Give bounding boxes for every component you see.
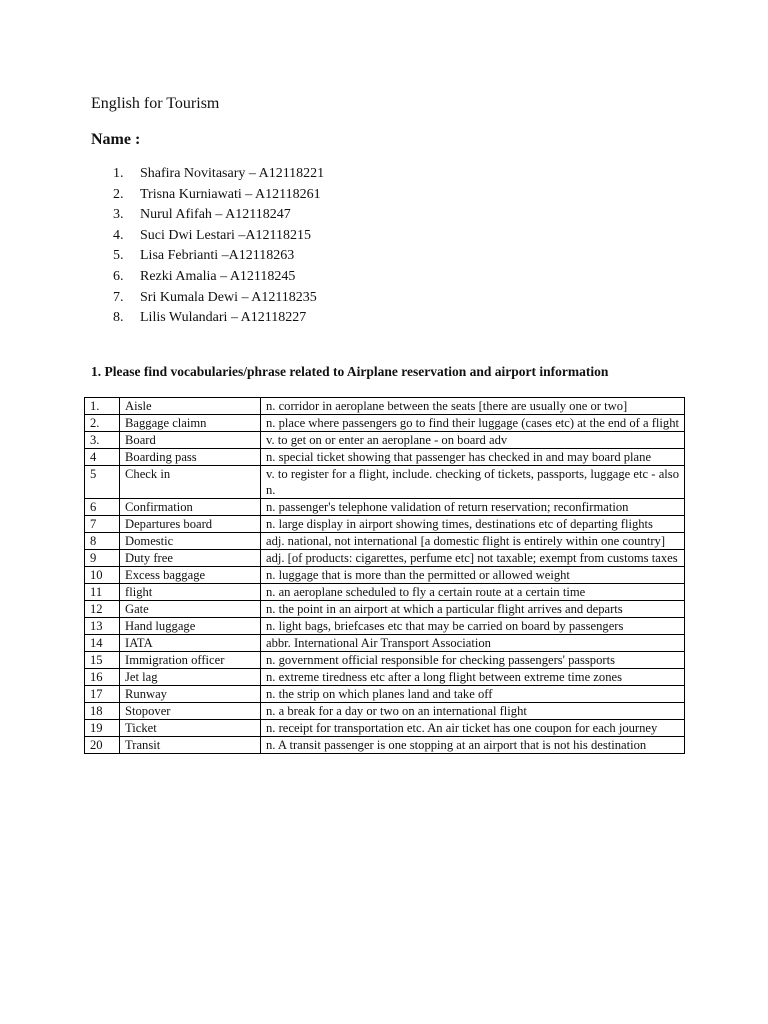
- table-row: [85, 567, 685, 584]
- definition-cell: n. an aeroplane scheduled to fly a certain route at a certain time: [261, 584, 685, 601]
- member-name: Rezki Amalia – A12118245: [140, 268, 296, 284]
- row-number-cell: 11: [85, 584, 120, 601]
- definition-cell: adj. national, not international [a domestic flight is entirely within one country]: [261, 533, 685, 550]
- row-number-cell: 15: [85, 652, 120, 669]
- member-item: [113, 288, 324, 309]
- member-list: [113, 164, 324, 329]
- definition-cell: v. to register for a flight, include. checking of tickets, passports, luggage etc - also n.: [261, 466, 685, 499]
- member-item: [113, 205, 324, 226]
- definition-cell: n. the strip on which planes land and take off: [261, 686, 685, 703]
- table-row: [85, 432, 685, 449]
- row-number-cell: 5: [85, 466, 120, 499]
- document-title: English for Tourism: [91, 95, 220, 112]
- member-number: 2.: [113, 186, 124, 202]
- term-cell: Aisle: [120, 398, 261, 415]
- row-number-cell: 4: [85, 449, 120, 466]
- table-row: [85, 635, 685, 652]
- definition-cell: n. government official responsible for checking passengers' passports: [261, 652, 685, 669]
- definition-cell: v. to get on or enter an aeroplane - on board adv: [261, 432, 685, 449]
- row-number-cell: 17: [85, 686, 120, 703]
- member-item: [113, 267, 324, 288]
- term-cell: Runway: [120, 686, 261, 703]
- definition-cell: n. corridor in aeroplane between the seats [there are usually one or two]: [261, 398, 685, 415]
- definition-cell: n. large display in airport showing times, destinations etc of departing flights: [261, 516, 685, 533]
- member-name: Suci Dwi Lestari –A12118215: [140, 227, 311, 243]
- member-item: [113, 164, 324, 185]
- term-cell: Duty free: [120, 550, 261, 567]
- row-number-cell: 13: [85, 618, 120, 635]
- definition-cell: n. A transit passenger is one stopping at an airport that is not his destination: [261, 737, 685, 754]
- table-row: [85, 601, 685, 618]
- definition-cell: n. a break for a day or two on an international flight: [261, 703, 685, 720]
- term-cell: flight: [120, 584, 261, 601]
- term-cell: Departures board: [120, 516, 261, 533]
- row-number-cell: 16: [85, 669, 120, 686]
- member-number: 6.: [113, 268, 124, 284]
- row-number-cell: 9: [85, 550, 120, 567]
- row-number-cell: 1.: [85, 398, 120, 415]
- table-row: [85, 550, 685, 567]
- row-number-cell: 18: [85, 703, 120, 720]
- member-name: Lisa Febrianti –A12118263: [140, 248, 295, 264]
- term-cell: IATA: [120, 635, 261, 652]
- row-number-cell: 14: [85, 635, 120, 652]
- definition-cell: n. extreme tiredness etc after a long flight between extreme time zones: [261, 669, 685, 686]
- vocabulary-table: [84, 397, 685, 754]
- table-row: [85, 720, 685, 737]
- definition-cell: n. passenger's telephone validation of return reservation; reconfirmation: [261, 499, 685, 516]
- member-name: Shafira Novitasary – A12118221: [140, 166, 325, 181]
- term-cell: Jet lag: [120, 669, 261, 686]
- member-number: 1.: [113, 166, 124, 181]
- term-cell: Hand luggage: [120, 618, 261, 635]
- member-number: 3.: [113, 207, 124, 223]
- table-row: [85, 618, 685, 635]
- table-row: [85, 415, 685, 432]
- definition-cell: n. the point in an airport at which a particular flight arrives and departs: [261, 601, 685, 618]
- definition-cell: n. place where passengers go to find their luggage (cases etc) at the end of a flight: [261, 415, 685, 432]
- member-number: 8.: [113, 310, 124, 326]
- member-name: Nurul Afifah – A12118247: [140, 207, 291, 223]
- row-number-cell: 2.: [85, 415, 120, 432]
- term-cell: Confirmation: [120, 499, 261, 516]
- term-cell: Stopover: [120, 703, 261, 720]
- member-name: Trisna Kurniawati – A12118261: [140, 186, 321, 202]
- table-row: [85, 398, 685, 415]
- row-number-cell: 6: [85, 499, 120, 516]
- term-cell: Domestic: [120, 533, 261, 550]
- member-name: Lilis Wulandari – A12118227: [140, 310, 307, 326]
- table-row: [85, 499, 685, 516]
- row-number-cell: 10: [85, 567, 120, 584]
- term-cell: Board: [120, 432, 261, 449]
- table-row: [85, 533, 685, 550]
- name-label: Name :: [91, 131, 141, 148]
- row-number-cell: 7: [85, 516, 120, 533]
- row-number-cell: 19: [85, 720, 120, 737]
- member-item: [113, 308, 324, 329]
- definition-cell: n. receipt for transportation etc. An air ticket has one coupon for each journey: [261, 720, 685, 737]
- table-row: [85, 449, 685, 466]
- member-item: [113, 185, 324, 206]
- definition-cell: n. light bags, briefcases etc that may be carried on board by passengers: [261, 618, 685, 635]
- table-row: [85, 669, 685, 686]
- table-row: [85, 652, 685, 669]
- term-cell: Excess baggage: [120, 567, 261, 584]
- term-cell: Transit: [120, 737, 261, 754]
- row-number-cell: 20: [85, 737, 120, 754]
- table-row: [85, 686, 685, 703]
- vocabulary-table-body: [85, 398, 685, 754]
- table-row: [85, 516, 685, 533]
- member-name: Sri Kumala Dewi – A12118235: [140, 289, 317, 305]
- term-cell: Immigration officer: [120, 652, 261, 669]
- member-item: [113, 246, 324, 267]
- definition-cell: n. luggage that is more than the permitted or allowed weight: [261, 567, 685, 584]
- row-number-cell: 8: [85, 533, 120, 550]
- definition-cell: abbr. International Air Transport Association: [261, 635, 685, 652]
- member-number: 7.: [113, 289, 124, 305]
- question-heading: 1. Please find vocabularies/phrase related to Airplane reservation and airport information: [91, 364, 609, 379]
- term-cell: Gate: [120, 601, 261, 618]
- member-number: 5.: [113, 248, 124, 264]
- term-cell: Boarding pass: [120, 449, 261, 466]
- table-row: [85, 737, 685, 754]
- member-item: [113, 226, 324, 247]
- table-row: [85, 584, 685, 601]
- definition-cell: n. special ticket showing that passenger has checked in and may board plane: [261, 449, 685, 466]
- table-row: [85, 466, 685, 499]
- member-number: 4.: [113, 227, 124, 243]
- table-row: [85, 703, 685, 720]
- row-number-cell: 12: [85, 601, 120, 618]
- term-cell: Baggage claimn: [120, 415, 261, 432]
- term-cell: Ticket: [120, 720, 261, 737]
- row-number-cell: 3.: [85, 432, 120, 449]
- definition-cell: adj. [of products: cigarettes, perfume etc] not taxable; exempt from customs taxes: [261, 550, 685, 567]
- term-cell: Check in: [120, 466, 261, 499]
